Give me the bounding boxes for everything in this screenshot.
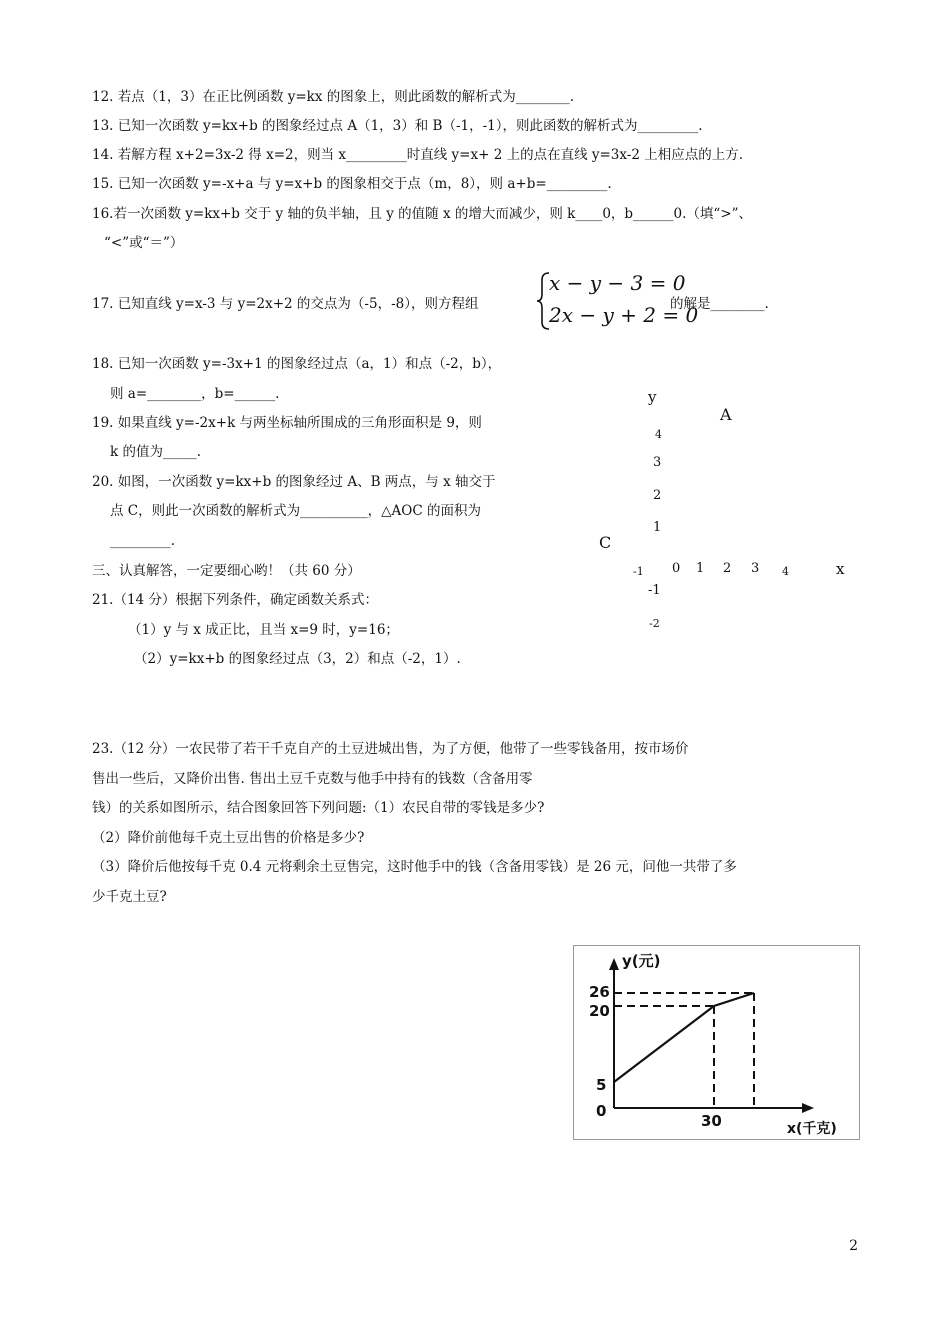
problem-23-line4: （2）降价前他每千克土豆出售的价格是多少? [92, 830, 365, 846]
problem-13: 13. 已知一次函数 y=kx+b 的图象经过点 A（1，3）和 B（-1，-1），则此函数的解析式为_________. [92, 118, 703, 134]
y-tick-1: 1 [653, 520, 662, 535]
equation-2: 2x − y + 2 = 0 [549, 303, 699, 327]
problem-23-line6: 少千克土豆? [92, 889, 167, 905]
y-tick-neg1: -1 [648, 583, 661, 598]
problem-18-line2: 则 a=________，b=______. [110, 386, 280, 402]
problem-23-line1: 23.（12 分）一农民带了若干千克自产的土豆进城出售，为了方便，他带了一些零钱备用，按市场价 [92, 741, 689, 757]
problem-18-line1: 18. 已知一次函数 y=-3x+1 的图象经过点（a，1）和点（-2，b）， [92, 356, 502, 372]
graph-x-label: x(千克) [787, 1121, 837, 1137]
x-tick-2: 2 [723, 561, 732, 576]
y-axis-label: y [648, 388, 657, 406]
equation-system [535, 270, 699, 332]
graph-x-arrow-icon [802, 1103, 814, 1113]
x-tick-4: 4 [782, 565, 789, 578]
x-tick-1: 1 [696, 561, 705, 576]
y-tick-neg2: -2 [649, 617, 660, 630]
problem-17-suffix: 的解是________. [670, 296, 769, 312]
problem-21: 21.（14 分）根据下列条件，确定函数关系式： [92, 592, 378, 608]
point-c-label: C [599, 533, 612, 552]
graph-origin: 0 [596, 1102, 607, 1120]
graph-y-arrow-icon [609, 958, 619, 970]
y-tick-4: 4 [655, 428, 662, 441]
page-number: 2 [849, 1238, 858, 1254]
x-tick-3: 3 [751, 561, 760, 576]
problem-23-line5: （3）降价后他按每千克 0.4 元将剩余土豆售完，这时他手中的钱（含备用零钱）是 26 元，问他一共带了多 [92, 859, 737, 875]
money-graph [573, 945, 860, 1140]
problem-16-line2: “<”或“＝”） [104, 235, 184, 251]
problem-16-line1: 16.若一次函数 y=kx+b 交于 y 轴的负半轴，且 y 的值随 x 的增大而减少，则 k____0，b______0.（填“>”、 [92, 206, 753, 222]
problem-20-line3: _________. [110, 533, 176, 549]
problem-14: 14. 若解方程 x+2=3x-2 得 x=2，则当 x_________时直线 y=x+ 2 上的点在直线 y=3x-2 上相应点的上方. [92, 147, 743, 163]
problem-19-line2: k 的值为_____. [110, 444, 202, 460]
graph-x-tick-30: 30 [701, 1112, 722, 1130]
problem-12: 12. 若点（1，3）在正比例函数 y=kx 的图象上，则此函数的解析式为________. [92, 89, 575, 105]
graph-lines [574, 946, 859, 1139]
graph-y-tick-20: 20 [589, 1002, 610, 1020]
problem-15: 15. 已知一次函数 y=-x+a 与 y=x+b 的图象相交于点（m，8），则 a+b=_________. [92, 176, 612, 192]
problem-20-line2: 点 C，则此一次函数的解析式为__________，△AOC 的面积为 [110, 503, 481, 519]
problem-23-line2: 售出一些后，又降价出售. 售出土豆千克数与他手中持有的钱数（含备用零 [92, 771, 533, 787]
graph-y-label: y(元) [622, 952, 661, 970]
x-axis-label: x [836, 560, 845, 578]
x-tick-neg1: -1 [633, 565, 644, 578]
equation-1: x − y − 3 = 0 [549, 271, 686, 295]
section-3-heading: 三、认真解答，一定要细心哟！（共 60 分） [92, 563, 361, 579]
problem-19-line1: 19. 如果直线 y=-2x+k 与两坐标轴所围成的三角形面积是 9，则 [92, 415, 482, 431]
x-tick-0: 0 [672, 561, 681, 576]
graph-y-tick-26: 26 [589, 983, 610, 1001]
graph-y-tick-5: 5 [596, 1076, 607, 1094]
y-tick-3: 3 [653, 455, 662, 470]
problem-23-line3: 钱）的关系如图所示，结合图象回答下列问题:（1）农民自带的零钱是多少? [92, 800, 545, 816]
problem-17-prefix: 17. 已知直线 y=x-3 与 y=2x+2 的交点为（-5，-8），则方程组 [92, 296, 479, 312]
y-tick-2: 2 [653, 488, 662, 503]
problem-21-part2: （2）y=kx+b 的图象经过点（3，2）和点（-2，1）. [134, 651, 461, 667]
problem-20-line1: 20. 如图，一次函数 y=kx+b 的图象经过 A、B 两点，与 x 轴交于 [92, 474, 496, 490]
point-a-label: A [720, 405, 732, 424]
problem-21-part1: （1）y 与 x 成正比，且当 x=9 时，y=16； [128, 622, 399, 638]
